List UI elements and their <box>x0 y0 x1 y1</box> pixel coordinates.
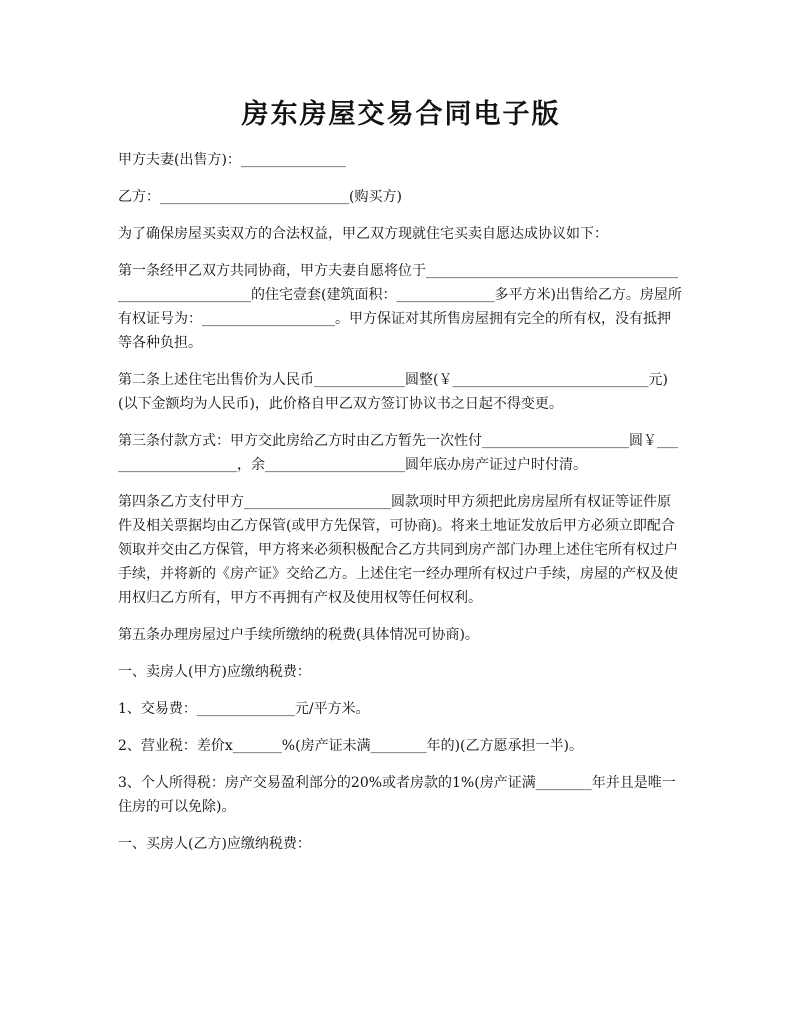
paragraph-article-2: 第二条上述住宅出售价为人民币_____________圆整(￥____________________________元)(以下金额均为人民币)，此价格自甲乙双方签订协议书之日起不得变更。 <box>118 372 668 412</box>
paragraph-business-tax: 2、营业税：差价x_______%(房产证未满________年的)(乙方愿承担一半)。 <box>118 738 583 754</box>
paragraph-party-a: 甲方夫妻(出售方)：_______________ <box>118 152 346 168</box>
document-body <box>118 148 684 869</box>
paragraph-party-b: 乙方：___________________________(购买方) <box>118 189 402 205</box>
paragraph-seller-taxes-heading: 一、卖房人(甲方)应缴纳税费： <box>118 664 311 680</box>
document-title: 房东房屋交易合同电子版 <box>241 99 561 130</box>
paragraph-article-4: 第四条乙方支付甲方_____________________圆款项时甲方须把此房房屋所有权证等证件原件及相关票据均由乙方保管(或甲方先保管，可协商)。将来土地证发放后甲方必须立即配合领取并交由乙方保管，甲方将来必须积极配合乙方共同到房产部门办理上述住宅所有权过户手续，并将新的《房产证》交给乙方。上述住宅一经办理所有权过户手续，房屋的产权及使用权归乙方所有，甲方不再拥有产权及使用权等任何权利。 <box>118 494 678 606</box>
paragraph-article-3: 第三条付款方式：甲方交此房给乙方时由乙方暂先一次性付_____________________圆￥____________________，余____________________圆年底办房产证过户时付清。 <box>118 433 678 473</box>
paragraph-intro: 为了确保房屋买卖双方的合法权益，甲乙双方现就住宅买卖自愿达成协议如下： <box>118 226 608 242</box>
paragraph-article-5: 第五条办理房屋过户手续所缴纳的税费(具体情况可协商)。 <box>118 627 479 643</box>
paragraph-article-1: 第一条经甲乙双方共同协商，甲方夫妻自愿将位于_______________________________________________________的住宅壹套(建筑面积：______________多平方米)出售给乙方。房屋所有权证号为：___________________。甲方保证对其所售房屋拥有完全的所有权，没有抵押等各种负担。 <box>118 263 682 351</box>
paragraph-transaction-fee: 1、交易费：______________元/平方米。 <box>118 701 370 717</box>
paragraph-income-tax: 3、个人所得税：房产交易盈利部分的20%或者房款的1%(房产证满________年并且是唯一住房的可以免除)。 <box>118 775 676 815</box>
paragraph-buyer-taxes-heading: 一、买房人(乙方)应缴纳税费： <box>118 836 311 852</box>
